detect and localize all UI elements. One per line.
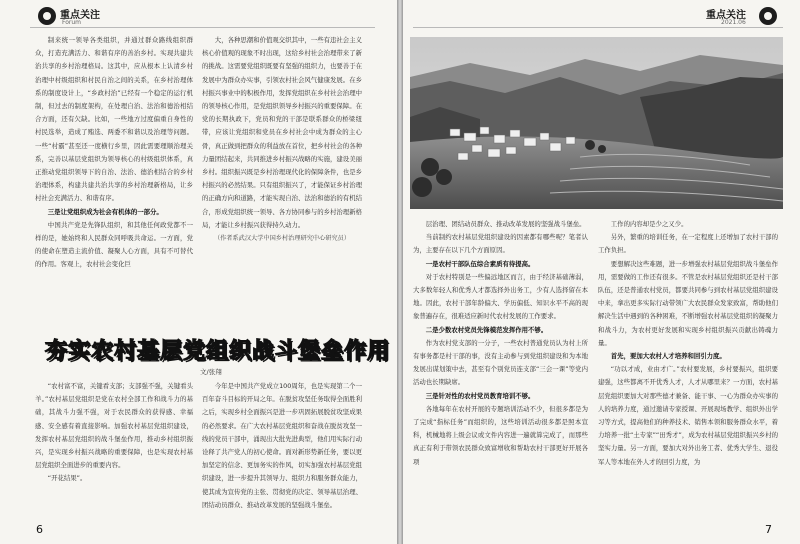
paragraph: 工作的内容却是少之又少。 <box>610 220 688 228</box>
paragraph: 层治理、团结动员群众、推动改革发展的坚强战斗堡垒。 <box>425 220 586 228</box>
magazine-logo-icon <box>38 7 56 25</box>
subheading: 二是少数农村党员先锋模范发挥作用不够。 <box>425 325 548 334</box>
right-column-1 <box>413 218 588 518</box>
paragraph: “开花结果”。 <box>47 474 87 483</box>
paragraph: 作为农村党支部的一分子，一些农村普通党员认为村上所有事务都是村干部的事，没有主动参与到党组织建设和为本地发展出谋划策中去，甚至有个别党员连支部“三会一课”等党内活动也长期缺席。 <box>413 338 588 387</box>
right-column-2 <box>598 218 778 518</box>
village-landscape-photo <box>410 37 783 209</box>
paragraph: 今年是中国共产党成立100周年，也是实现第二个一百年奋斗目标的开局之年。在脱贫攻坚任务取得全面胜利之后，实现乡村全面振兴是进一步巩固拓展脱贫攻坚成果的必然要求。在广大农村基层党组织和奋战在脱贫攻坚一线的党员干部中，涌现出大批先进典型，他们用实际行动诠释了共产党人的初心使命。面对新形势新任务，要以更加坚定的信念、更加务实的作风，切实加强农村基层党组织建设，进一步提升其领导力、组织力和服务群众能力，使其成为宣传党的主张、贯彻党的决定、领导基层治理、团结动员群众、推动改革发展的坚强战斗堡垒。 <box>202 382 362 509</box>
paragraph: 各地每年在农村开展的专题培训活动不少，但很多都是为了完成“指标任务”而组织的，这些培训活动很多都是照本宣科，机械地将上级会议或文件内容进一遍就算完成了，而那些真正有利于带领农民群众致富增收和帮助农村干部更好开展各项 <box>413 404 588 466</box>
left-column-1 <box>35 34 193 322</box>
subheading: 三是针对性的农村党员教育培训不够。 <box>425 391 535 400</box>
page-number-right: 7 <box>765 523 772 536</box>
paragraph: 要想解决这些难题，进一步增强农村基层党组织战斗堡垒作用，需要做的工作还有很多。不管是农村基层党组织还是村干部队伍，还是普通农村党员，都要共同参与到农村基层党组织建设中来，拿出更多实际行动带领广大农民群众发家致富，帮助他们解决生活中遇到的各种困难，不断增强农村基层党组织的凝聚力和战斗力，为农村更好发展和实现乡村组织振兴贡献出铸魂力量。 <box>598 259 778 347</box>
paragraph: 当前制约农村基层党组织建设的因素都有哪些呢？笔者认为，主要存在以下几个方面原因。 <box>413 233 588 255</box>
paragraph: 制来统一领导各类组织，并通过群众路线组织群众，打造充满活力、和谐有序的善治乡村。实现共建共治共享的乡村治理格局。这其中，应从根本上认清乡村治理中村级组织和村民自治之间的关系，在乡村治理体系的制度设计上，“乡政村治”已经有一个稳定的运行机制，但过去的制度架构，在处理自治、法治和德治相结合方面，还有欠缺。比如，一些地方过度偏重自身性的村民选举，造成了贿选、两委不和谐以及治理等问题。一些“村霸”甚至还一度横行乡里，因此需要理顺治理关系，完善以基层党组织为领导核心的村级组织体系，真正推动党组织领导下的自治、法治、德治相结合的乡村治理体系，构建共建共治共享的乡村治理新格局，让乡村社会充满活力、和谐有序。 <box>35 36 193 203</box>
paragraph: “农村富不富，关键看支部；支部强不强，关键看头羊。”农村基层党组织是党在农村全部工作和战斗力的基础，其战斗力强不强，对于农民群众的获得感、幸福感、安全感有着直接影响。加强农村基层党组织建设，发挥农村基层党组织的战斗堡垒作用，推动乡村组织振兴，是实现乡村振兴战略的重要保障，也是实现农村基层党组织全面进步的重要内容。 <box>35 382 193 470</box>
header-sub-right: 2021.06 <box>721 19 746 26</box>
left-column-2 <box>202 34 362 322</box>
left-page <box>0 0 398 544</box>
page-number-left: 6 <box>36 523 43 536</box>
paragraph: 另外，繁重的培训任务，在一定程度上还增加了农村干部的工作负担。 <box>598 233 778 255</box>
left-column-3 <box>35 380 193 512</box>
header-rule-left <box>30 27 375 28</box>
header-rule-right <box>413 27 783 28</box>
header-title-left: 重点关注 <box>60 10 100 21</box>
author-note: （作者系武汉大学中国乡村治理研究中心研究员） <box>213 235 351 243</box>
paragraph: “功以才成，业由才广。”农村要发展，乡村要振兴，组织要建强，这些都离不开优秀人才，人才从哪里来？一方面，农村基层党组织要加大对那些德才兼备、能干事、一心为群众办实事的人的培养力度，通过邀请专家授课、开展现场教学、组织外出学习等方式，提高他们的种养技术、销售本领和服务群众水平，着力培养一批“土专家”“田秀才”，成为农村基层党组织振兴乡村的坚实力量。另一方面，要加大对外出务工者、优秀大学生、退役军人等本地在外人才的回引力度，为 <box>598 365 778 466</box>
paragraph: 大，各种思潮和价值观交织其中，一些有违社会主义核心价值观的现象不时出现，这给乡村社会治理带来了新的挑战。这需要党组织既要有坚强的组织力，也要善于在发展中为群众办实事，引领农村社会风气健康发展。在乡村振兴事业中的积极作用，发挥党组织在乡村社会治理中的领导核心作用，是党组织领导乡村振兴的重要保障。在党的长期执政下，党员和党的干部是联系群众的桥梁纽带，应该让党组织和党员在乡村社会中成为群众的主心骨，真正做到把群众的利益放在首位，把乡村社会的各种力量团结起来，共同推进乡村振兴战略的实施，建设美丽乡村。组织振兴既是乡村治理现代化的保障条件，也是乡村振兴的必然结果。只有组织振兴了，才能保证乡村治理的正确方向和道路，才能实现自治、法治和德治的有机结合，形成党组织统一领导、各方协同参与的乡村治理新格局，才能让乡村振兴获得持久动力。 <box>202 36 362 229</box>
subheading: 一是农村干部队伍综合素质有待提高。 <box>425 259 535 268</box>
header-title-right: 重点关注 <box>706 10 746 21</box>
magazine-logo-icon <box>759 7 777 25</box>
paragraph: 中国共产党是先锋队组织，和其他任何政党都不一样的是，她始终和人民群众同呼吸共命运。一方面，党的使命在塑造主流价值、凝聚人心方面，具有不可替代的作用。客观上，农村社会变化巨 <box>35 220 193 269</box>
subheading: 三是让党组织成为社会有机体的一部分。 <box>47 207 163 216</box>
subheading: 首先，要加大农村人才培养和回引力度。 <box>610 352 726 361</box>
article-title: 夯实农村基层党组织战斗堡垒作用 <box>45 338 391 364</box>
left-column-4 <box>202 380 362 512</box>
paragraph: 对于农村特别是一些偏远地区而言，由于经济基础薄弱，大多数年轻人和优秀人才都选择外出务工，少有人选择留在本地。因此，农村干部年龄偏大、学历偏低、知识水平不高的现象普遍存在，很难适应新时代农村发展的工作要求。 <box>413 272 588 321</box>
header-sub-left: Forum <box>62 19 82 26</box>
article-author: 文/张翔 <box>200 368 222 376</box>
